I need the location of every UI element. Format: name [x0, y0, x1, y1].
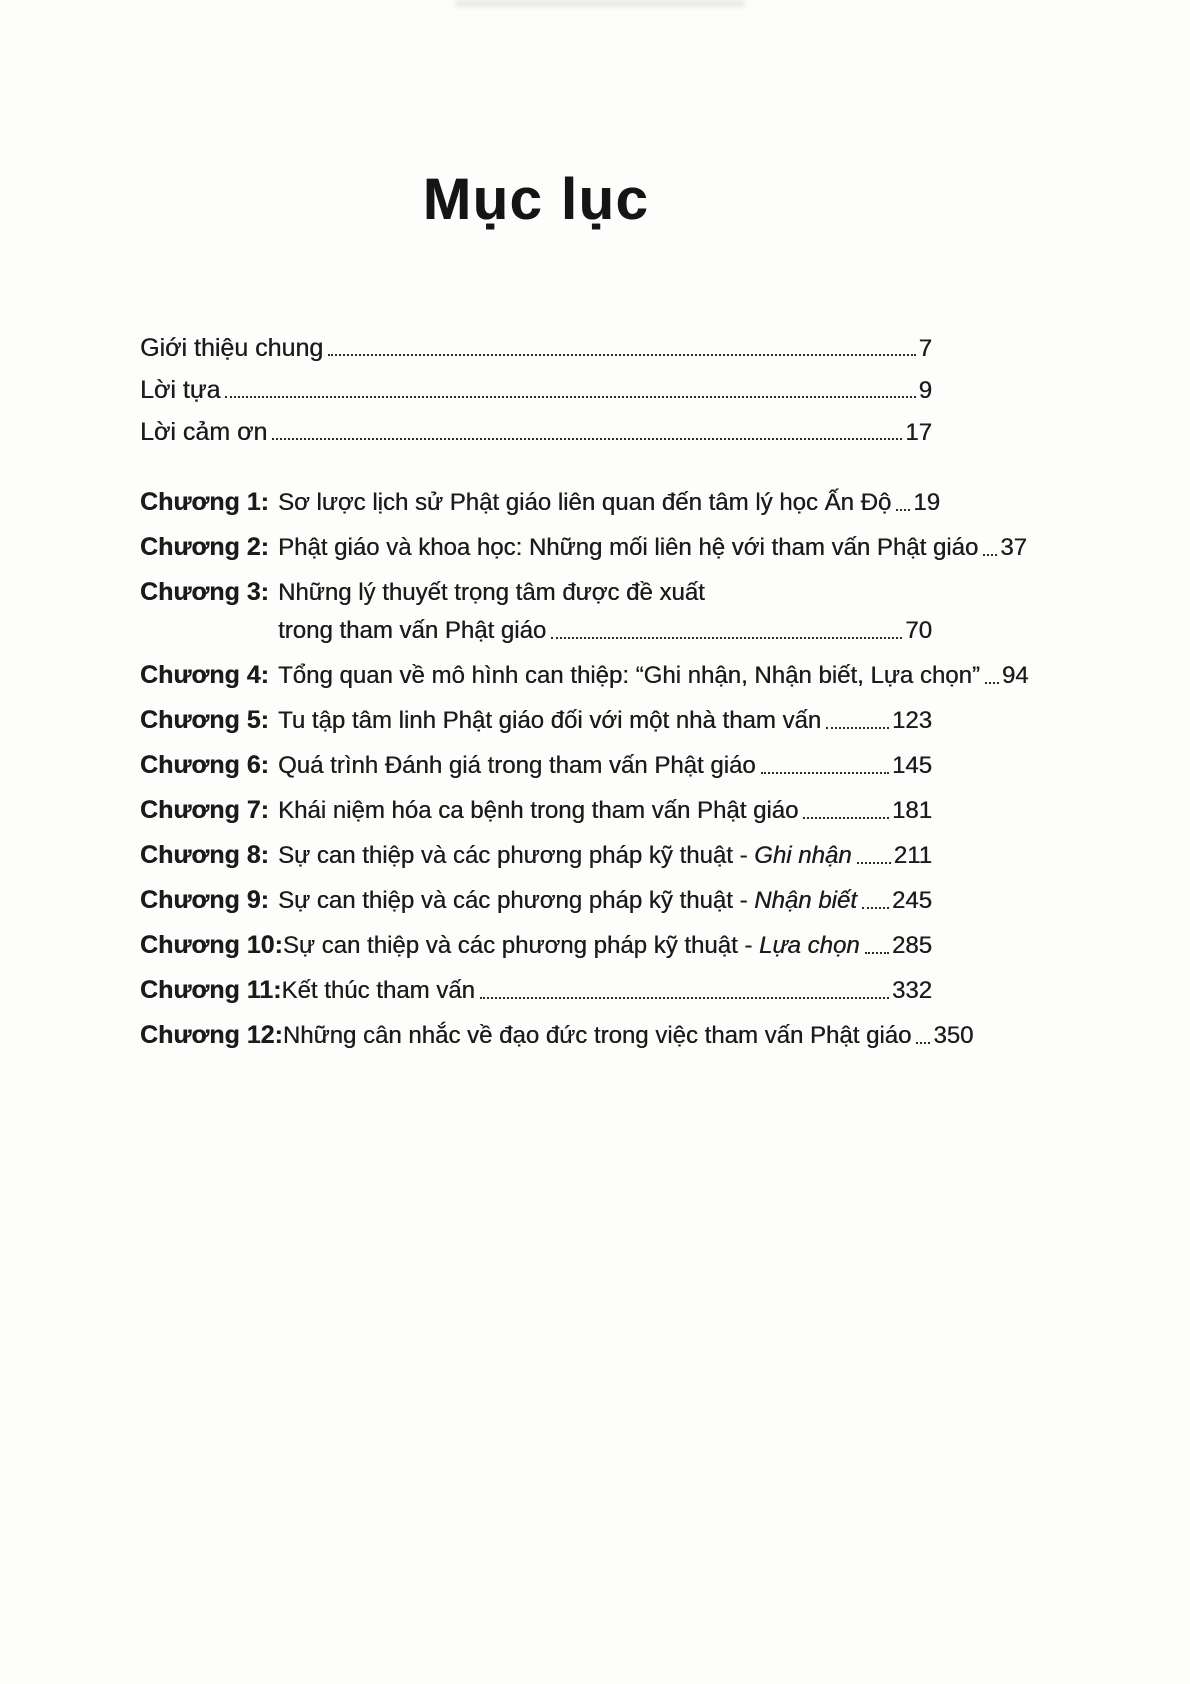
document-page	[140, 166, 1029, 1065]
chapter-page-number: 145	[891, 752, 932, 779]
entry-page-number: 17	[905, 419, 932, 446]
chapter-title: Sự can thiệp và các phương pháp kỹ thuật - Lựa chọn	[282, 932, 860, 959]
dot-leader	[803, 817, 889, 819]
dot-leader	[862, 907, 889, 909]
chapter-title: Tổng quan về mô hình can thiệp: “Ghi nhận, Nhận biết, Lựa chọn”	[278, 662, 980, 689]
dot-leader	[857, 862, 891, 864]
chapter-page-number: 245	[891, 887, 932, 914]
toc-entry	[140, 321, 932, 363]
chapter-label: Chương 9:	[140, 886, 269, 914]
chapter-label: Chương 1:	[140, 488, 269, 516]
entry-label: Lời cảm ơn	[140, 418, 268, 446]
toc-chapter-entry	[140, 532, 1027, 563]
dot-leader	[983, 554, 997, 556]
dot-leader	[826, 727, 889, 729]
toc-chapter-entry	[140, 795, 932, 826]
toc-chapter-entry	[140, 840, 932, 871]
dot-leader	[761, 772, 889, 774]
chapter-page-number: 211	[893, 842, 932, 869]
toc-chapter-entry	[140, 487, 940, 518]
chapter-title-italic: Nhận biết	[754, 887, 857, 914]
entry-label: Giới thiệu chung	[140, 334, 324, 362]
chapter-label: Chương 11:	[140, 976, 282, 1004]
chapter-title: Khái niệm hóa ca bệnh trong tham vấn Phật giáo	[278, 797, 799, 824]
dot-leader	[328, 354, 915, 356]
toc-chapter-entry	[140, 1020, 974, 1051]
toc-chapter-entry	[140, 705, 932, 736]
chapter-label: Chương 12:	[140, 1021, 283, 1049]
chapter-page-number: 19	[913, 489, 940, 516]
chapter-page-number: 350	[933, 1022, 974, 1049]
chapter-label: Chương 8:	[140, 841, 269, 869]
chapter-page-number: 332	[891, 977, 932, 1004]
dot-leader	[225, 396, 915, 398]
toc-chapter-entry	[140, 885, 932, 916]
front-matter-section	[140, 321, 932, 447]
dot-leader	[551, 637, 902, 639]
chapters-section	[140, 487, 1029, 1051]
chapter-page-number: 94	[1001, 662, 1029, 689]
chapter-title: Quá trình Đánh giá trong tham vấn Phật giáo	[278, 752, 756, 779]
dot-leader	[896, 509, 910, 511]
entry-label: Lời tựa	[140, 376, 221, 404]
toc-chapter-entry	[140, 660, 1029, 691]
chapter-page-number: 123	[891, 707, 932, 734]
dot-leader	[480, 997, 889, 999]
chapter-label: Chương 10:	[140, 931, 283, 959]
chapter-page-number: 181	[891, 797, 932, 824]
chapter-title: Sự can thiệp và các phương pháp kỹ thuật - Nhận biết	[278, 887, 857, 914]
chapter-title: Tu tập tâm linh Phật giáo đối với một nhà tham vấn	[278, 707, 822, 734]
chapter-label: Chương 6:	[140, 751, 269, 779]
dot-leader	[272, 438, 902, 440]
chapter-title: Những cân nhắc về đạo đức trong việc tham vấn Phật giáo	[282, 1022, 912, 1049]
toc-entry	[140, 363, 932, 405]
toc-entry	[140, 405, 932, 447]
dot-leader	[865, 952, 889, 954]
dot-leader	[916, 1042, 930, 1044]
chapter-title: Sự can thiệp và các phương pháp kỹ thuật - Ghi nhận	[278, 842, 852, 869]
chapter-label: Chương 4:	[140, 661, 269, 689]
chapter-title: Kết thúc tham vấn	[281, 977, 475, 1004]
chapter-page-number: 70	[905, 617, 932, 644]
toc-chapter-entry	[140, 975, 932, 1006]
dot-leader	[985, 682, 999, 684]
chapter-page-number: 285	[891, 932, 932, 959]
entry-page-number: 7	[918, 335, 932, 362]
chapter-label: Chương 7:	[140, 796, 269, 824]
chapter-page-number: 37	[1000, 534, 1027, 561]
chapter-title: Phật giáo và khoa học: Những mối liên hệ với tham vấn Phật giáo	[278, 534, 979, 561]
toc-chapter-entry	[140, 577, 932, 646]
chapter-title-italic: Ghi nhận	[754, 842, 852, 869]
chapter-title-line1: Những lý thuyết trọng tâm được đề xuất	[278, 579, 705, 606]
chapter-title: Sơ lược lịch sử Phật giáo liên quan đến tâm lý học Ấn Độ	[278, 489, 892, 516]
page-title: Mục lục	[422, 167, 650, 232]
chapter-label: Chương 3:	[140, 578, 269, 606]
entry-page-number: 9	[918, 377, 932, 404]
chapter-label: Chương 5:	[140, 706, 269, 734]
chapter-label: Chương 2:	[140, 533, 269, 561]
toc-chapter-entry	[140, 930, 932, 961]
chapter-title-italic: Lựa chọn	[758, 932, 860, 959]
chapter-title-line2: trong tham vấn Phật giáo	[278, 617, 547, 644]
toc-chapter-entry	[140, 750, 932, 781]
scan-artifact	[455, 0, 745, 7]
